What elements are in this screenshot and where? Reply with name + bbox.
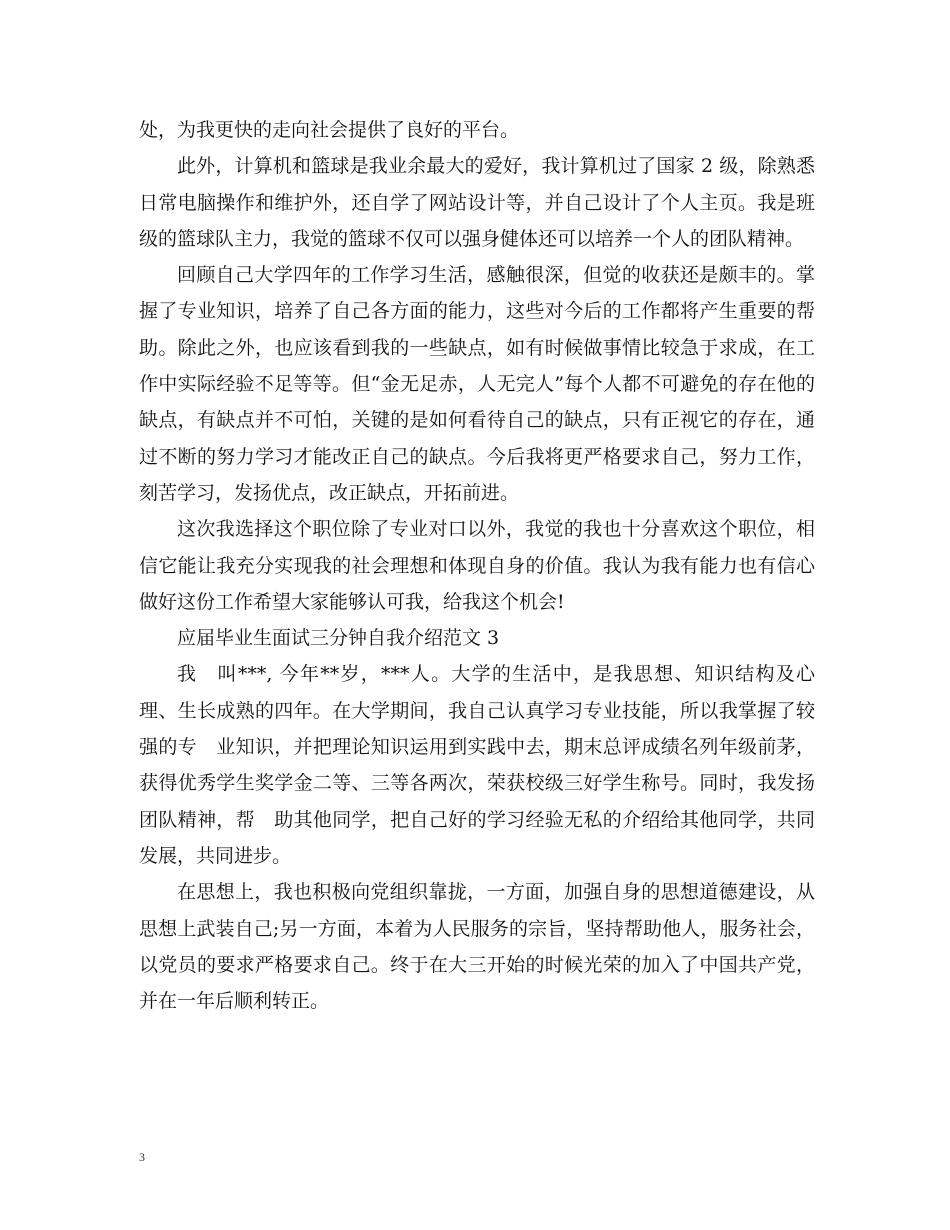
section-heading: 应届毕业生面试三分钟自我介绍范文 3 <box>177 627 500 650</box>
document-body <box>139 112 815 1019</box>
paragraph-7: 在思想上，我也积极向党组织靠拢，一方面，加强自身的思想道德建设，从思想上武装自己;另一方面，本着为人民服务的宗旨，坚持帮助他人，服务社会，以党员的要求严格要求自己。终于在大三开始的时候光荣的加入了中国共产党，并在一年后顺利转正。 <box>139 881 815 1013</box>
paragraph-2: 此外，计算机和篮球是我业余最大的爱好，我计算机过了国家 2 级，除熟悉日常电脑操作和维护外，还自学了网站设计等，并自己设计了个人主页。我是班级的篮球队主力，我觉的篮球不仅可以强身健体还可以培养一个人的团队精神。 <box>139 155 815 250</box>
page-number: 3 <box>139 1150 145 1164</box>
paragraph-6: 我 叫***, 今年**岁，***人。大学的生活中，是我思想、知识结构及心理、生长成熟的四年。在大学期间，我自己认真学习专业技能，所以我掌握了较强的专 业知识，并把理论知识运用到实践中去，期末总评成绩名列年级前茅，获得优秀学生奖学金二等、三等各两次，荣获校级三好学生称号。同时，我发扬团队精神，帮 助其他同学，把自己好的学习经验无私的介绍给其他同学，共同发展，共同进步。 <box>139 663 815 867</box>
paragraph-1: 处，为我更快的走向社会提供了良好的平台。 <box>139 119 520 141</box>
paragraph-3: 回顾自己大学四年的工作学习生活，感触很深，但觉的收获还是颇丰的。掌握了专业知识，培养了自己各方面的能力，这些对今后的工作都将产生重要的帮助。除此之外，也应该看到我的一些缺点，如有时候做事情比较急于求成，在工作中实际经验不足等等。但“金无足赤，人无完人”每个人都不可避免的存在他的缺点，有缺点并不可怕，关键的是如何看待自己的缺点，只有正视它的存在，通过不断的努力学习才能改正自己的缺点。今后我将更严格要求自己，努力工作，刻苦学习，发扬优点，改正缺点，开拓前进。 <box>139 264 815 504</box>
paragraph-4: 这次我选择这个职位除了专业对口以外，我觉的我也十分喜欢这个职位，相信它能让我充分实现我的社会理想和体现自身的价值。我认为我有能力也有信心做好这份工作希望大家能够认可我，给我这个机会! <box>139 518 815 613</box>
